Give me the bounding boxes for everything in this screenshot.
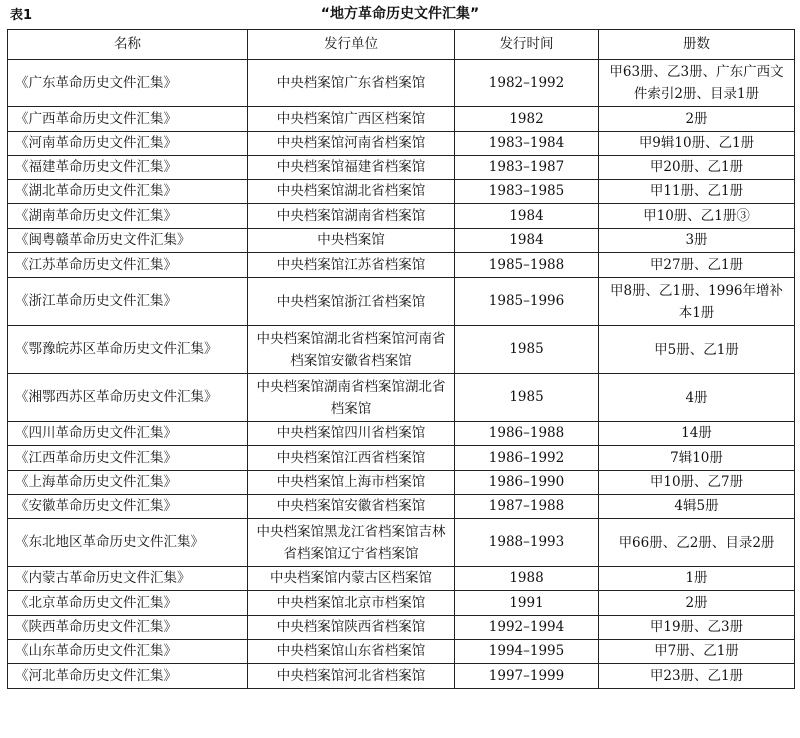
cell-period: 1988–1993 xyxy=(455,519,599,567)
cell-publisher: 中央档案馆浙江省档案馆 xyxy=(248,278,455,326)
cell-name: 《浙江革命历史文件汇集》 xyxy=(8,278,248,326)
cell-period: 1985–1996 xyxy=(455,278,599,326)
cell-volumes: 甲20册、乙1册 xyxy=(599,156,795,180)
cell-volumes: 甲63册、乙3册、广东广西文件索引2册、目录1册 xyxy=(599,60,795,107)
cell-name: 《江西革命历史文件汇集》 xyxy=(8,446,248,471)
archive-table xyxy=(7,29,795,689)
header-volumes: 册数 xyxy=(599,30,795,60)
cell-publisher: 中央档案馆湖南省档案馆湖北省档案馆 xyxy=(248,374,455,422)
cell-name: 《四川革命历史文件汇集》 xyxy=(8,422,248,446)
header-publisher: 发行单位 xyxy=(248,30,455,60)
table-row xyxy=(8,253,795,278)
cell-volumes: 甲7册、乙1册 xyxy=(599,640,795,664)
cell-period: 1982–1992 xyxy=(455,60,599,107)
cell-volumes: 14册 xyxy=(599,422,795,446)
cell-volumes: 甲8册、乙1册、1996年增补本1册 xyxy=(599,278,795,326)
cell-period: 1997–1999 xyxy=(455,664,599,689)
table-row xyxy=(8,495,795,519)
cell-period: 1994–1995 xyxy=(455,640,599,664)
cell-period: 1986–1992 xyxy=(455,446,599,471)
cell-publisher: 中央档案馆黑龙江省档案馆吉林省档案馆辽宁省档案馆 xyxy=(248,519,455,567)
cell-volumes: 甲11册、乙1册 xyxy=(599,180,795,204)
table-row xyxy=(8,422,795,446)
cell-publisher: 中央档案馆江苏省档案馆 xyxy=(248,253,455,278)
cell-name: 《河北革命历史文件汇集》 xyxy=(8,664,248,689)
table-body xyxy=(8,60,795,689)
table-row xyxy=(8,204,795,229)
cell-publisher: 中央档案馆河北省档案馆 xyxy=(248,664,455,689)
cell-publisher: 中央档案馆安徽省档案馆 xyxy=(248,495,455,519)
cell-volumes: 甲19册、乙3册 xyxy=(599,616,795,640)
cell-name: 《湖南革命历史文件汇集》 xyxy=(8,204,248,229)
cell-volumes: 2册 xyxy=(599,107,795,132)
cell-period: 1987–1988 xyxy=(455,495,599,519)
table-row xyxy=(8,374,795,422)
cell-volumes: 甲9辑10册、乙1册 xyxy=(599,132,795,156)
table-row xyxy=(8,591,795,616)
cell-volumes: 2册 xyxy=(599,591,795,616)
table-row xyxy=(8,664,795,689)
cell-publisher: 中央档案馆福建省档案馆 xyxy=(248,156,455,180)
table-row xyxy=(8,132,795,156)
table-row xyxy=(8,278,795,326)
cell-period: 1983–1984 xyxy=(455,132,599,156)
cell-name: 《河南革命历史文件汇集》 xyxy=(8,132,248,156)
cell-period: 1983–1985 xyxy=(455,180,599,204)
cell-publisher: 中央档案馆上海市档案馆 xyxy=(248,471,455,495)
cell-period: 1992–1994 xyxy=(455,616,599,640)
cell-volumes: 3册 xyxy=(599,229,795,253)
header-name: 名称 xyxy=(8,30,248,60)
table-row xyxy=(8,229,795,253)
cell-name: 《陕西革命历史文件汇集》 xyxy=(8,616,248,640)
header-period: 发行时间 xyxy=(455,30,599,60)
cell-name: 《湘鄂西苏区革命历史文件汇集》 xyxy=(8,374,248,422)
cell-publisher: 中央档案馆山东省档案馆 xyxy=(248,640,455,664)
table-row xyxy=(8,471,795,495)
table-row xyxy=(8,446,795,471)
header-row xyxy=(8,30,795,60)
table-title: “地方革命历史文件汇集” xyxy=(320,6,480,22)
cell-volumes: 4辑5册 xyxy=(599,495,795,519)
cell-volumes: 甲27册、乙1册 xyxy=(599,253,795,278)
table-row xyxy=(8,60,795,107)
table-row xyxy=(8,616,795,640)
cell-period: 1986–1988 xyxy=(455,422,599,446)
cell-period: 1985–1988 xyxy=(455,253,599,278)
cell-volumes: 甲10册、乙7册 xyxy=(599,471,795,495)
cell-publisher: 中央档案馆江西省档案馆 xyxy=(248,446,455,471)
cell-volumes: 甲23册、乙1册 xyxy=(599,664,795,689)
table-row xyxy=(8,180,795,204)
cell-volumes: 1册 xyxy=(599,567,795,591)
cell-name: 《福建革命历史文件汇集》 xyxy=(8,156,248,180)
cell-period: 1988 xyxy=(455,567,599,591)
cell-name: 《山东革命历史文件汇集》 xyxy=(8,640,248,664)
cell-publisher: 中央档案馆四川省档案馆 xyxy=(248,422,455,446)
cell-name: 《内蒙古革命历史文件汇集》 xyxy=(8,567,248,591)
cell-name: 《广东革命历史文件汇集》 xyxy=(8,60,248,107)
cell-name: 《湖北革命历史文件汇集》 xyxy=(8,180,248,204)
table-row xyxy=(8,567,795,591)
cell-publisher: 中央档案馆河南省档案馆 xyxy=(248,132,455,156)
cell-publisher: 中央档案馆广西区档案馆 xyxy=(248,107,455,132)
table-row xyxy=(8,519,795,567)
cell-period: 1986–1990 xyxy=(455,471,599,495)
cell-name: 《东北地区革命历史文件汇集》 xyxy=(8,519,248,567)
cell-volumes: 甲5册、乙1册 xyxy=(599,326,795,374)
cell-name: 《广西革命历史文件汇集》 xyxy=(8,107,248,132)
table-row xyxy=(8,640,795,664)
cell-publisher: 中央档案馆陕西省档案馆 xyxy=(248,616,455,640)
cell-name: 《闽粤赣革命历史文件汇集》 xyxy=(8,229,248,253)
cell-volumes: 4册 xyxy=(599,374,795,422)
cell-volumes: 甲66册、乙2册、目录2册 xyxy=(599,519,795,567)
cell-publisher: 中央档案馆湖北省档案馆河南省档案馆安徽省档案馆 xyxy=(248,326,455,374)
table-caption xyxy=(0,0,800,28)
cell-publisher: 中央档案馆北京市档案馆 xyxy=(248,591,455,616)
cell-publisher: 中央档案馆内蒙古区档案馆 xyxy=(248,567,455,591)
table-row xyxy=(8,156,795,180)
cell-publisher: 中央档案馆广东省档案馆 xyxy=(248,60,455,107)
cell-period: 1985 xyxy=(455,374,599,422)
cell-name: 《安徽革命历史文件汇集》 xyxy=(8,495,248,519)
cell-period: 1984 xyxy=(455,204,599,229)
cell-period: 1982 xyxy=(455,107,599,132)
cell-name: 《鄂豫皖苏区革命历史文件汇集》 xyxy=(8,326,248,374)
table-number: 表1 xyxy=(10,8,33,23)
table-row xyxy=(8,107,795,132)
cell-name: 《江苏革命历史文件汇集》 xyxy=(8,253,248,278)
cell-volumes: 甲10册、乙1册③ xyxy=(599,204,795,229)
cell-publisher: 中央档案馆湖南省档案馆 xyxy=(248,204,455,229)
cell-volumes: 7辑10册 xyxy=(599,446,795,471)
cell-period: 1984 xyxy=(455,229,599,253)
cell-name: 《上海革命历史文件汇集》 xyxy=(8,471,248,495)
cell-period: 1991 xyxy=(455,591,599,616)
cell-period: 1983–1987 xyxy=(455,156,599,180)
cell-name: 《北京革命历史文件汇集》 xyxy=(8,591,248,616)
table-row xyxy=(8,326,795,374)
cell-publisher: 中央档案馆湖北省档案馆 xyxy=(248,180,455,204)
cell-period: 1985 xyxy=(455,326,599,374)
cell-publisher: 中央档案馆 xyxy=(248,229,455,253)
